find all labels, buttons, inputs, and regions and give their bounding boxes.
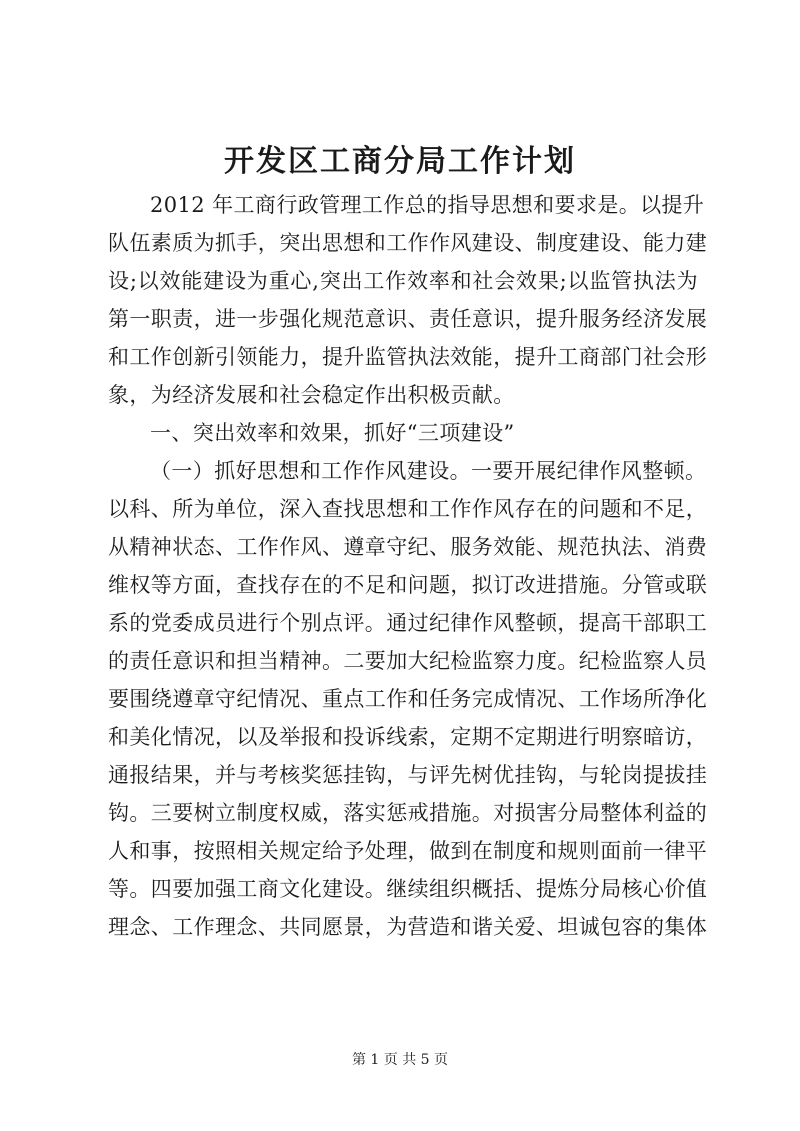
paragraph-line: 的责任意识和担当精神。二要加大纪检监察力度。纪检监察人员 <box>108 649 708 673</box>
paragraph-line: 第一职责，进一步强化规范意识、责任意识，提升服务经济发展 <box>108 307 708 331</box>
paragraph-line: 和工作创新引领能力，提升监管执法效能，提升工商部门社会形 <box>108 345 708 369</box>
document-title: 开发区工商分局工作计划 <box>224 144 576 179</box>
paragraph-line: 设;以效能建设为重心,突出工作效率和社会效果;以监管执法为 <box>108 269 698 293</box>
paragraph-line: 通报结果，并与考核奖惩挂钩，与评先树优挂钩，与轮岗提拔挂 <box>108 763 708 787</box>
paragraph-line: 2012 年工商行政管理工作总的指导思想和要求是。以提升 <box>150 193 705 217</box>
paragraph-line: 以科、所为单位，深入查找思想和工作作风存在的问题和不足， <box>108 497 708 521</box>
paragraph-line: 从精神状态、工作作风、遵章守纪、服务效能、规范执法、消费 <box>108 535 708 559</box>
paragraph-line: 要围绕遵章守纪情况、重点工作和任务完成情况、工作场所净化 <box>108 687 708 711</box>
paragraph-line: 系的党委成员进行个别点评。通过纪律作风整顿，提高干部职工 <box>108 611 708 635</box>
section-heading: 一、突出效率和效果，抓好“三项建设” <box>150 421 515 445</box>
paragraph-line: 队伍素质为抓手，突出思想和工作作风建设、制度建设、能力建 <box>108 231 708 255</box>
paragraph-line: 象，为经济发展和社会稳定作出积极贡献。 <box>108 383 515 407</box>
paragraph-line: 维权等方面，查找存在的不足和问题，拟订改进措施。分管或联 <box>108 573 708 597</box>
paragraph-line: 人和事，按照相关规定给予处理，做到在制度和规则面前一律平 <box>108 839 708 863</box>
paragraph-line: 钩。三要树立制度权威，落实惩戒措施。对损害分局整体利益的 <box>108 801 708 825</box>
paragraph-line: （一）抓好思想和工作作风建设。一要开展纪律作风整顿。 <box>150 459 707 483</box>
page-number: 第 1 页 共 5 页 <box>351 1052 449 1068</box>
document-body <box>108 186 708 946</box>
paragraph-line: 理念、工作理念、共同愿景，为营造和谐关爱、坦诚包容的集体 <box>108 915 708 939</box>
paragraph-line: 等。四要加强工商文化建设。继续组织概括、提炼分局核心价值 <box>108 877 708 901</box>
paragraph-line: 和美化情况，以及举报和投诉线索，定期不定期进行明察暗访， <box>108 725 708 749</box>
